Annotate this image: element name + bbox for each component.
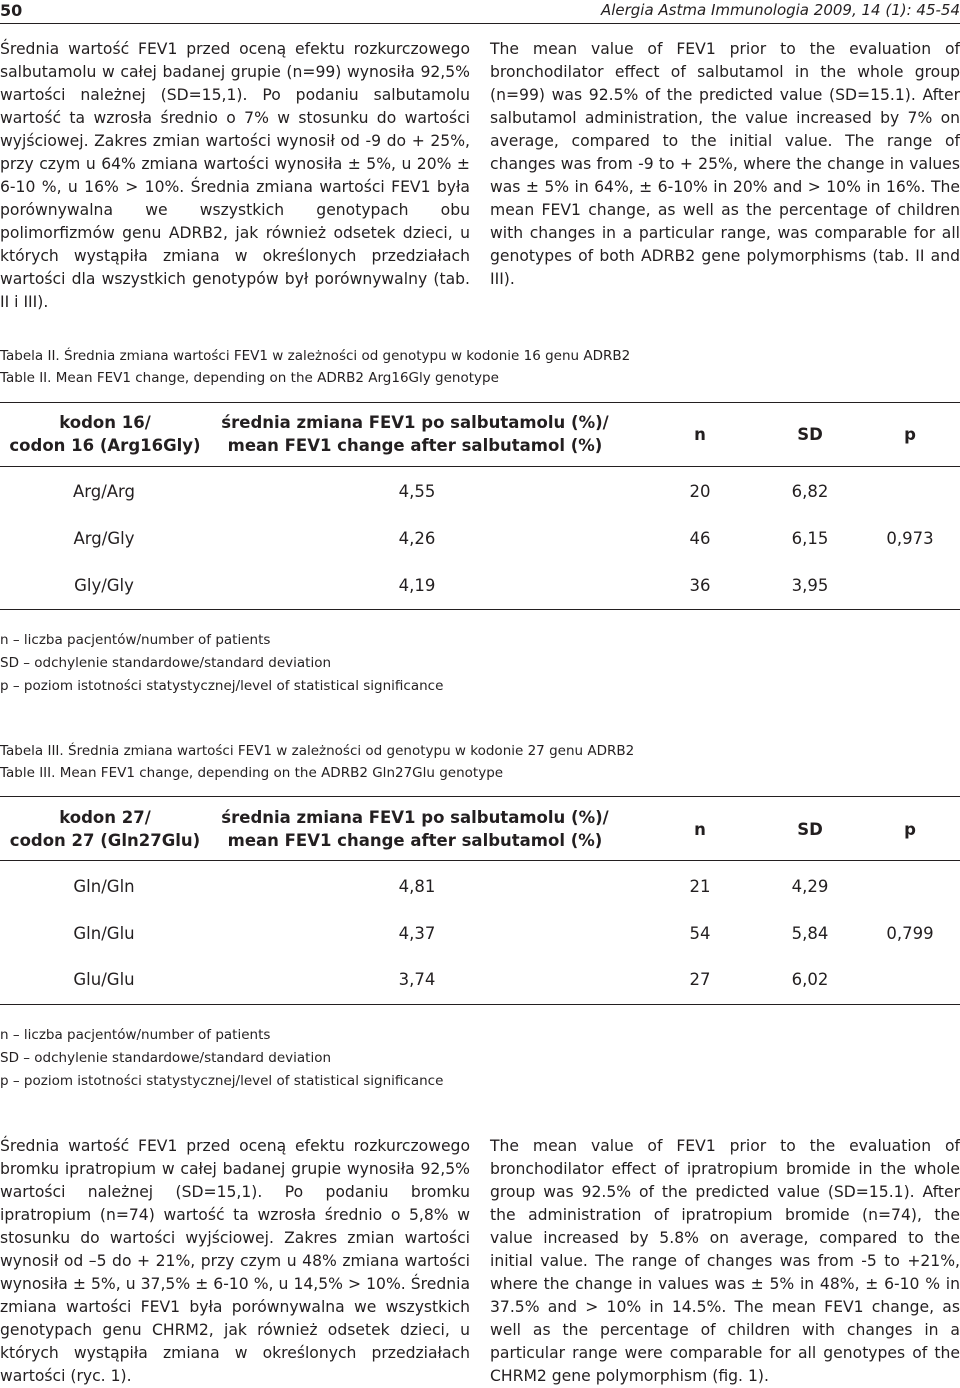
table2-top-rule xyxy=(0,402,960,403)
table2-cell-n: 20 xyxy=(689,482,711,501)
paragraph-polish-salbutamol: Średnia wartość FEV1 przed oceną efektu rozkurczowego salbutamolu w całej badanej grupie (n=99) wynosiła 92,5% wartości należnej (SD=15,1). Po podaniu salbutamolu wartość ta wzrosła średnio o 7% w stosunku do wartości wyjściowej. Zakres zmian wartości wynosił od -9 do + 25%, przy czym u 64% zmiana wartości wynosiła ± 5%, u 20% ± 6-10 %, u 16% > 10%. Średnia zmiana wartości FEV1 była porównywalna we wszystkich genotypach obu polimorfizmów genu ADRB2, jak również odsetek dzieci, u których wystąpiła zmiana w określonych przedziałach wartości dla wszystkich genotypów był porównywalny (tab. II i III). xyxy=(0,40,470,311)
table2-cell-sd: 6,82 xyxy=(791,482,829,501)
paragraph-english-ipratropium: The mean value of FEV1 prior to the evaluation of bronchodilator effect of ipratropium bromide in the whole group was 92.5% of the predicted value (SD=15.1). After the administration of ipratropium bromide (n=74), the value increased by 5.8% on average, compared to the initial value. The range of changes was from -5 to +21%, where the change in values was ± 5% in 48%, ± 6-10 % in 37.5% and > 10% in 14.5%. The mean FEV1 change, as well as the percentage of children with changes in a particular range were comparable for all genotypes of the CHRM2 gene polymorphism (fig. 1). xyxy=(490,1137,960,1385)
table3-note: n – liczba pacjentów/number of patients xyxy=(0,1027,271,1043)
table3-caption-pl: Tabela III. Średnia zmiana wartości FEV1 w zależności od genotypu w kodonie 27 genu ADRB2 xyxy=(0,743,635,759)
table2-note: SD – odchylenie standardowe/standard deviation xyxy=(0,655,332,671)
table3-cell-genotype: Gln/Glu xyxy=(73,924,135,943)
table2-cell-sd: 6,15 xyxy=(791,529,829,548)
table3-header-rule xyxy=(0,860,960,861)
page-number: 50 xyxy=(0,1,23,20)
table3-header-codon-line2: codon 27 (Gln27Glu) xyxy=(9,831,201,850)
table3-cell-n: 21 xyxy=(689,877,711,896)
running-header xyxy=(0,0,960,24)
table2-cell-p: 0,973 xyxy=(886,529,934,548)
table3-bottom-rule xyxy=(0,1004,960,1005)
table2-header-change-line2: mean FEV1 change after salbutamol (%) xyxy=(227,436,603,455)
table2-note: n – liczba pacjentów/number of patients xyxy=(0,632,271,648)
header-rule xyxy=(0,23,960,24)
table3-note: p – poziom istotności statystycznej/level of statistical significance xyxy=(0,1073,444,1089)
table3-cell-genotype: Glu/Glu xyxy=(73,970,135,989)
table3-header-change xyxy=(215,806,615,852)
table3-cell-change: 4,37 xyxy=(398,924,436,943)
journal-citation: Alergia Astma Immunologia 2009, 14 (1): 45-54 xyxy=(600,1,960,19)
table3-cell-change: 4,81 xyxy=(398,877,436,896)
table2-cell-n: 36 xyxy=(689,576,711,595)
table3-header-sd: SD xyxy=(797,820,823,839)
table2-bottom-rule xyxy=(0,609,960,610)
table2-cell-genotype: Arg/Gly xyxy=(73,529,135,548)
table2-cell-genotype: Gly/Gly xyxy=(74,576,134,595)
table3-top-rule xyxy=(0,796,960,797)
table2-caption-pl: Tabela II. Średnia zmiana wartości FEV1 w zależności od genotypu w kodonie 16 genu ADRB2 xyxy=(0,348,631,364)
table2-header-codon xyxy=(0,411,210,457)
table3-notes xyxy=(0,1024,443,1093)
table3-header-n: n xyxy=(694,820,706,839)
table3-cell-genotype: Gln/Gln xyxy=(73,877,135,896)
table3-header-codon xyxy=(0,806,210,852)
table3-header-codon-line1: kodon 27/ xyxy=(59,808,151,827)
paragraph-english-salbutamol: The mean value of FEV1 prior to the evaluation of bronchodilator effect of salbutamol in the whole group (n=99) was 92.5% of the predicted value (SD=15.1). After salbutamol administration, the value increased by 7% on average, compared to the initial value. The range of changes was from -9 to + 25%, where the change in values was ± 5% in 64%, ± 6-10% in 20% and > 10% in 16%. The mean FEV1 change, as well as the percentage of children with changes in a particular range, was comparable for all genotypes of both ADRB2 gene polymorphisms (tab. II and III). xyxy=(490,40,960,288)
table2-header-change xyxy=(215,411,615,457)
table2-header-sd: SD xyxy=(797,425,823,444)
table3-caption-en: Table III. Mean FEV1 change, depending on the ADRB2 Gln27Glu genotype xyxy=(0,765,504,781)
table2-notes xyxy=(0,629,443,698)
table3-cell-n: 54 xyxy=(689,924,711,943)
table2-note: p – poziom istotności statystycznej/level of statistical significance xyxy=(0,678,444,694)
table3-cell-sd: 6,02 xyxy=(791,970,829,989)
table3-note: SD – odchylenie standardowe/standard deviation xyxy=(0,1050,332,1066)
table2-cell-genotype: Arg/Arg xyxy=(72,482,136,501)
table2-cell-n: 46 xyxy=(689,529,711,548)
table3-cell-p: 0,799 xyxy=(886,924,934,943)
table2-header-codon-line2: codon 16 (Arg16Gly) xyxy=(9,436,201,455)
table3-cell-sd: 4,29 xyxy=(791,877,829,896)
table2-header-codon-line1: kodon 16/ xyxy=(59,413,151,432)
table2-caption-en: Table II. Mean FEV1 change, depending on the ADRB2 Arg16Gly genotype xyxy=(0,370,499,386)
table2-cell-sd: 3,95 xyxy=(791,576,829,595)
table2-cell-change: 4,19 xyxy=(398,576,436,595)
table3-cell-sd: 5,84 xyxy=(791,924,829,943)
table3-header-change-line1: średnia zmiana FEV1 po salbutamolu (%)/ xyxy=(221,808,609,827)
table2-cell-change: 4,26 xyxy=(398,529,436,548)
table3-header-p: p xyxy=(904,820,916,839)
table3-cell-change: 3,74 xyxy=(398,970,436,989)
paragraph-polish-ipratropium: Średnia wartość FEV1 przed oceną efektu rozkurczowego bromku ipratropium w całej badanej grupie wynosiła 92,5% wartości należnej (SD=15,1). Po podaniu bromku ipratropium (n=74) wartość ta wzrosła średnio o 5,8% w stosunku do wartości wyjściowej. Zakres zmian wartości wynosił od –5 do + 21%, przy czym u 48% zmiana wartości wynosiła ± 5%, u 37,5% ± 6-10 %, u 14,5% > 10%. Średnia zmiana wartości FEV1 była porównywalna we wszystkich genotypach genu CHRM2, jak również odsetek dzieci, u których wystąpiła zmiana w określonych przedziałach wartości (ryc. 1). xyxy=(0,1137,470,1385)
table2-cell-change: 4,55 xyxy=(398,482,436,501)
table2-header-change-line1: średnia zmiana FEV1 po salbutamolu (%)/ xyxy=(221,413,609,432)
table3-cell-n: 27 xyxy=(689,970,711,989)
table2-header-n: n xyxy=(694,425,706,444)
table3-header-change-line2: mean FEV1 change after salbutamol (%) xyxy=(227,831,603,850)
table2-header-p: p xyxy=(904,425,916,444)
table2-header-rule xyxy=(0,466,960,467)
